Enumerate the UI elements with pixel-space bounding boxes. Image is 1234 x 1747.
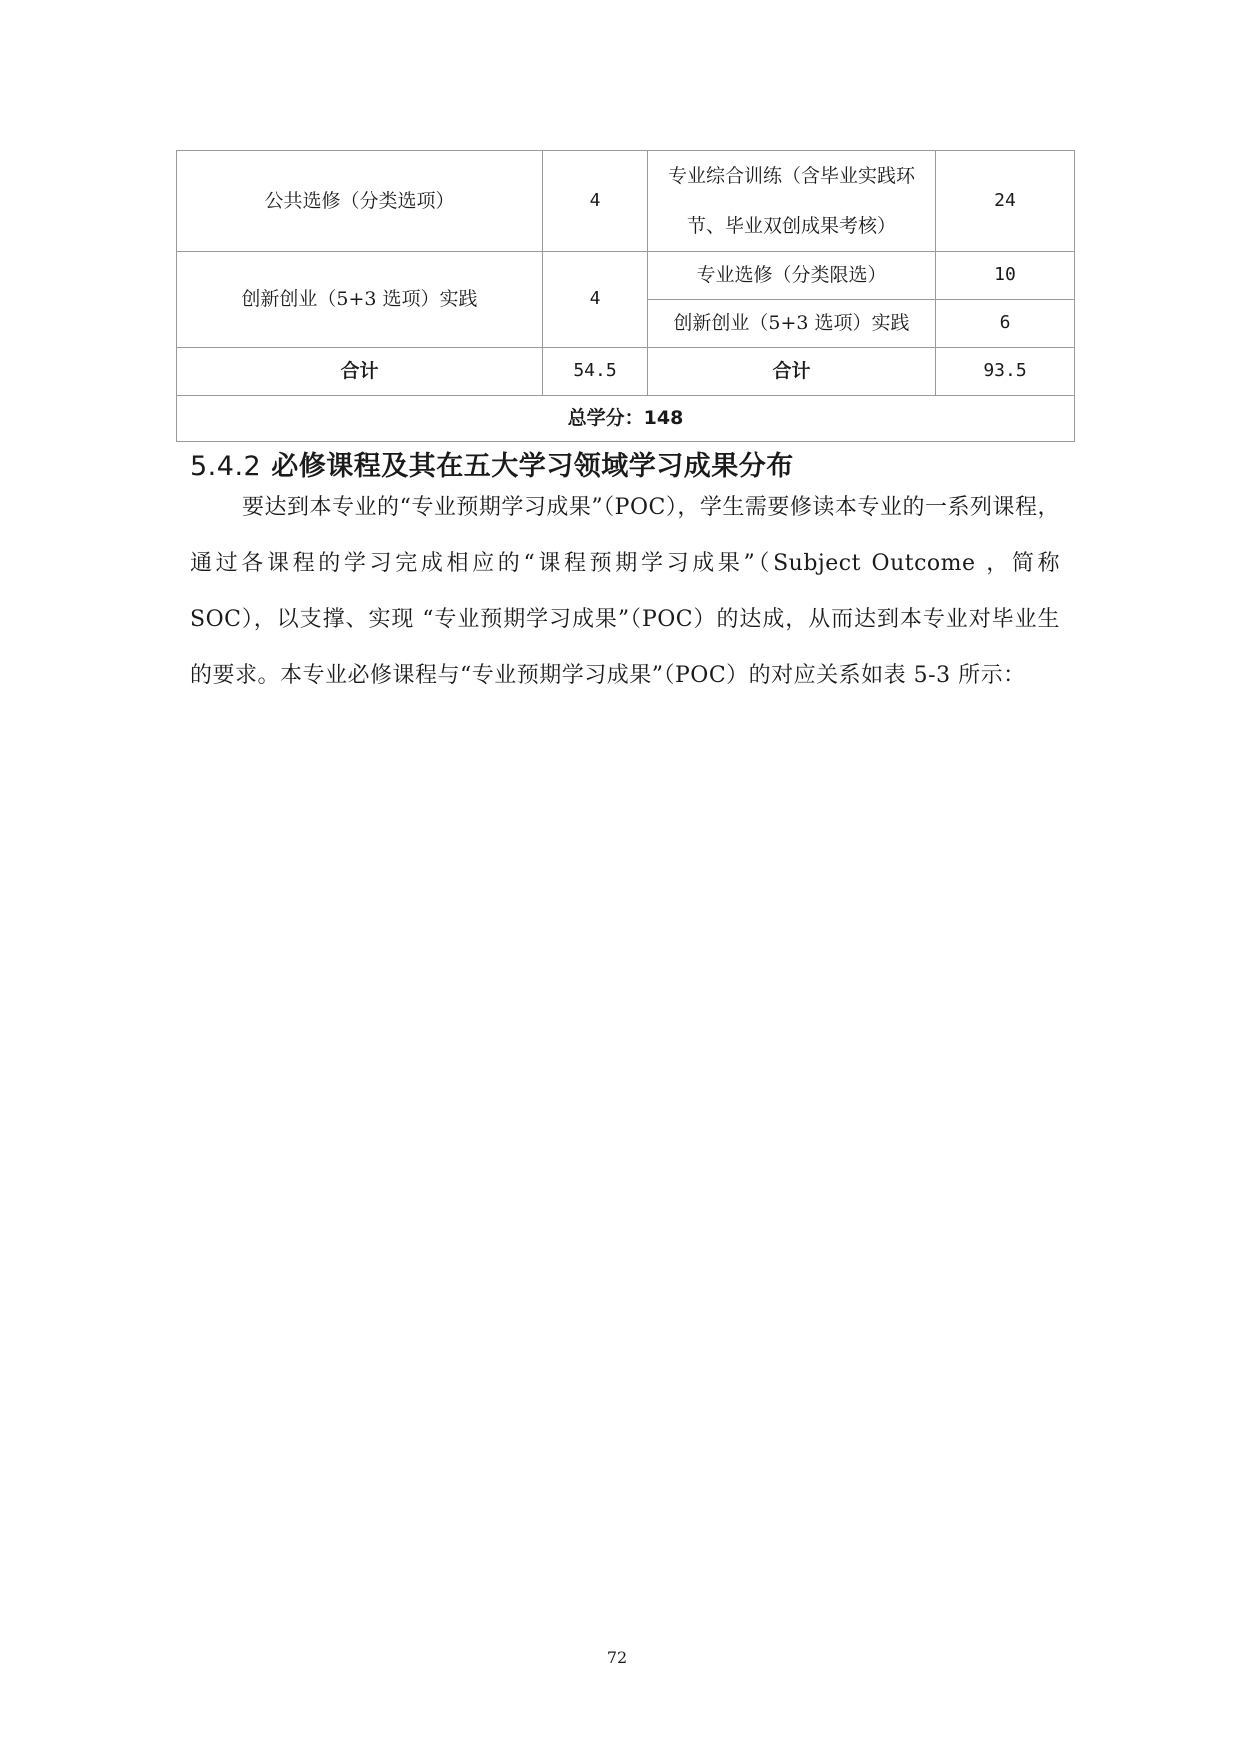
table-cell-label: 公共选修（分类选项） — [177, 151, 543, 252]
table-total-row — [177, 348, 1075, 396]
table-row — [177, 151, 1075, 252]
table-cell-line: 专业综合训练（含毕业实践环 — [667, 165, 915, 187]
table-cell-label — [648, 151, 936, 252]
table-cell-label: 专业选修（分类限选） — [648, 252, 936, 300]
total-value: 93.5 — [936, 348, 1075, 396]
credits-table — [176, 150, 1075, 442]
table-cell-line: 节、毕业双创成果考核） — [686, 215, 896, 237]
table-cell-value: 10 — [936, 252, 1075, 300]
table-cell-value: 4 — [543, 252, 648, 348]
total-label: 合计 — [648, 348, 936, 396]
section-number: 5.4.2 — [190, 451, 262, 482]
total-value: 54.5 — [543, 348, 648, 396]
table-cell-value: 6 — [936, 300, 1075, 348]
section-title: 必修课程及其在五大学习领域学习成果分布 — [271, 451, 794, 482]
grand-total: 总学分：148 — [177, 396, 1075, 442]
total-label: 合计 — [177, 348, 543, 396]
grand-total-row — [177, 396, 1075, 442]
table-cell-label: 创新创业（5+3 选项）实践 — [648, 300, 936, 348]
section-heading — [190, 444, 794, 483]
table-cell-value: 24 — [936, 151, 1075, 252]
body-paragraph: 要达到本专业的“专业预期学习成果”（POC），学生需要修读本专业的一系列课程，通过各课程的学习完成相应的“课程预期学习成果”（Subject Outcome ，简称 SOC），以支撑、实现 “专业预期学习成果”（POC）的达成，从而达到本专业对毕业生的要求。本专业必修课程与“专业预期学习成果”（POC）的对应关系如表 5-3 所示： — [190, 495, 1060, 688]
table-cell-label: 创新创业（5+3 选项）实践 — [177, 252, 543, 348]
table-row — [177, 252, 1075, 300]
page-number: 72 — [606, 1648, 628, 1667]
table-cell-value: 4 — [543, 151, 648, 252]
